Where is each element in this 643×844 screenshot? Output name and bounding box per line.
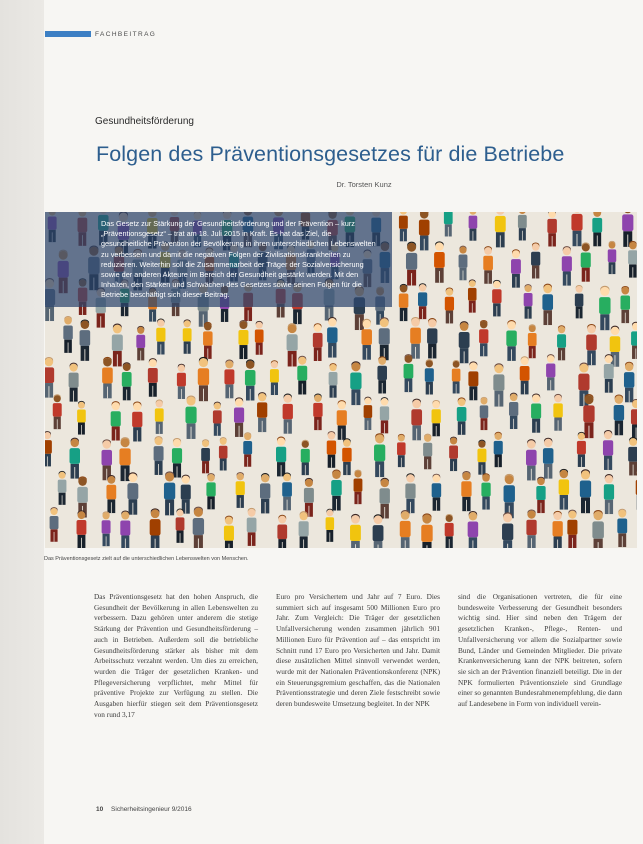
- person-figure: [148, 358, 158, 397]
- person-figure: [531, 242, 540, 278]
- person-figure: [434, 241, 445, 282]
- person-figure: [177, 364, 186, 399]
- person-figure: [583, 394, 594, 438]
- person-figure: [379, 478, 389, 519]
- person-figure: [201, 439, 210, 473]
- person-figure: [581, 242, 591, 281]
- person-figure: [313, 323, 323, 361]
- person-figure: [479, 320, 488, 356]
- body-column-2: Euro pro Versichertem und Jahr auf 7 Euro. Dies summiert sich auf insgesamt 500 Millionen Euro pro Jahr. Zum Vergleich: Die Träger der gesetzlichen Unfallversicherung wenden zusammen jährlich 901 Millionen Euro für Prävention auf – das entspricht im Schnitt rund 17 Euro pro Versicherten und Jahr. Damit diese zusätzlichen Mittel sinnvoll verwendet werden, wurde mit der Nationalen Präventionskonferenz (NPK) ein Steuerungsgremium geschaffen, das die Nationalen Präventionsstrategie und deren Ziele festschreibt sowie deren bundesweite Umsetzung begleitet. In der NPK: [276, 592, 440, 709]
- person-figure: [425, 359, 434, 394]
- page-footer: [96, 806, 192, 813]
- person-figure: [102, 511, 111, 546]
- person-figure: [354, 470, 363, 505]
- page-number: 10: [96, 806, 104, 813]
- body-column-3: sind die Organisationen vertreten, die für eine bundesweite Verbesserung der Gesundheit besonders wichtig sind. Hier sind neben den Trägern der gesetzlichen Kranken-, Pflege-, Renten- und Unfallversicherung vor allem die Sozialpartner sowie Bund, Länder und Gemeinden Mitglieder. Die private Krankenversicherung kann der NPK beitreten, sofern sie sich an der Prävention finanziell beteiligt. Die in der NPK formulierten Präventionsziele sind Grundlage einer so genannten Bundesrahmenempfehlung, die dann auf Landesebene in Form von individuell verein-: [458, 592, 622, 709]
- person-figure: [238, 320, 248, 359]
- person-figure: [518, 212, 527, 240]
- person-figure: [608, 241, 617, 274]
- person-figure: [468, 511, 479, 548]
- article-author: Dr. Torsten Kunz: [336, 180, 392, 189]
- person-figure: [154, 436, 164, 475]
- person-figure: [183, 319, 192, 353]
- person-figure: [102, 439, 112, 480]
- person-figure: [181, 475, 191, 514]
- person-figure: [461, 471, 471, 511]
- person-figure: [364, 397, 373, 430]
- person-figure: [276, 437, 286, 477]
- person-figure: [399, 284, 409, 321]
- person-figure: [380, 397, 389, 433]
- person-figure: [313, 394, 322, 431]
- person-figure: [136, 326, 145, 360]
- person-figure: [255, 321, 264, 355]
- person-figure: [397, 434, 406, 467]
- person-figure: [536, 477, 545, 513]
- page-edge: [0, 0, 44, 844]
- person-figure: [494, 432, 503, 467]
- person-figure: [399, 212, 408, 241]
- person-figure: [102, 357, 113, 398]
- person-figure: [480, 397, 489, 430]
- person-figure: [206, 473, 215, 509]
- person-figure: [69, 363, 79, 402]
- magazine-page: [44, 0, 643, 844]
- person-figure: [224, 359, 234, 398]
- person-figure: [50, 507, 59, 542]
- person-figure: [449, 437, 458, 471]
- person-figure: [557, 325, 566, 360]
- person-figure: [337, 400, 347, 440]
- person-figure: [469, 212, 478, 241]
- person-figure: [70, 438, 80, 479]
- person-figure: [511, 249, 521, 287]
- person-figure: [283, 394, 293, 434]
- section-label: FACHBEITRAG: [95, 30, 157, 38]
- person-figure: [172, 438, 182, 478]
- person-figure: [423, 434, 432, 470]
- person-figure: [617, 509, 627, 547]
- person-figure: [495, 212, 506, 247]
- person-figure: [198, 357, 209, 401]
- person-figure: [150, 508, 161, 548]
- person-figure: [304, 478, 314, 517]
- person-figure: [468, 361, 478, 400]
- journal-name: Sicherheitsingenieur 9/2016: [111, 806, 192, 813]
- person-figure: [520, 356, 530, 394]
- person-figure: [404, 354, 414, 392]
- person-figure: [327, 431, 336, 468]
- person-figure: [481, 473, 490, 509]
- person-figure: [492, 280, 501, 317]
- person-figure: [361, 319, 371, 360]
- person-figure: [111, 401, 121, 440]
- person-figure: [444, 212, 453, 236]
- person-figure: [80, 319, 91, 360]
- person-figure: [575, 285, 584, 318]
- person-figure: [509, 393, 518, 429]
- person-figure: [299, 511, 309, 548]
- hero-illustration: [45, 212, 637, 548]
- person-figure: [287, 323, 298, 366]
- person-figure: [219, 437, 228, 470]
- person-figure: [468, 279, 477, 312]
- person-figure: [577, 432, 586, 467]
- person-figure: [301, 440, 310, 475]
- person-figure: [400, 510, 411, 548]
- person-figure: [502, 512, 513, 548]
- person-figure: [567, 510, 577, 548]
- person-figure: [452, 360, 461, 393]
- person-figure: [77, 510, 87, 548]
- person-figure: [350, 514, 361, 548]
- person-figure: [603, 430, 613, 470]
- image-caption: Das Präventionsgesetz zielt auf die unterschiedlichen Lebenswelten von Menschen.: [44, 556, 249, 562]
- person-figure: [445, 287, 454, 323]
- person-figure: [405, 473, 415, 513]
- person-figure: [53, 394, 62, 429]
- person-figure: [203, 322, 212, 359]
- person-figure: [329, 363, 338, 398]
- person-figure: [155, 400, 164, 434]
- intro-text: Das Gesetz zur Stärkung der Gesundheitsförderung und der Prävention – kurz „Präventionsgesetz“ – trat am 18. Juli 2015 in Kraft. Es hat das Ziel, die gesundheitliche Prävention der Bevölkerung in ihren unterschiedlichen Lebenswelten zu verbessern und damit die negativen Folgen der Zivilisationskrankheiten zu reduzieren. Weiterhin soll die Zusammenarbeit der Träger der Sozialversicherung sowie der anderen Akteure im Bereich der Gesundheit gestärkt werden. Mit den Inhalten, den Stärken und Schwächen des Gesetzes sowie seinen Folgen für die Betriebe beschäftigt sich dieser Beitrag.: [101, 219, 376, 300]
- person-figure: [282, 472, 292, 510]
- person-figure: [58, 471, 67, 505]
- person-figure: [621, 286, 631, 323]
- person-figure: [546, 354, 555, 390]
- person-figure: [528, 324, 537, 358]
- person-figure: [628, 241, 637, 278]
- person-figure: [164, 471, 175, 515]
- person-figure: [553, 511, 563, 548]
- person-figure: [247, 508, 257, 546]
- section-tag: [45, 30, 156, 38]
- person-figure: [459, 246, 468, 281]
- person-figure: [257, 392, 267, 432]
- person-figure: [260, 473, 270, 513]
- person-figure: [127, 472, 138, 514]
- person-figure: [524, 284, 533, 319]
- person-figure: [483, 246, 493, 284]
- person-figure: [176, 509, 185, 543]
- person-figure: [592, 212, 602, 246]
- person-figure: [120, 510, 130, 548]
- person-figure: [526, 509, 536, 548]
- person-figure: [63, 316, 72, 353]
- person-figure: [45, 357, 54, 398]
- person-figure: [406, 242, 417, 286]
- person-figure: [506, 320, 516, 361]
- person-figure: [156, 319, 165, 355]
- person-figure: [379, 317, 390, 360]
- person-figure: [122, 362, 132, 400]
- person-figure: [234, 397, 244, 437]
- person-figure: [77, 401, 86, 435]
- person-figure: [457, 397, 467, 434]
- person-figure: [224, 516, 234, 548]
- person-figure: [445, 514, 454, 548]
- person-figure: [604, 354, 614, 393]
- person-figure: [132, 402, 142, 442]
- person-figure: [477, 440, 486, 475]
- person-figure: [373, 514, 384, 548]
- person-figure: [327, 317, 337, 358]
- person-figure: [592, 510, 603, 548]
- person-figure: [374, 433, 385, 477]
- person-figure: [342, 438, 351, 475]
- body-columns: [84, 592, 632, 792]
- body-column-1: Das Präventionsgesetz hat den hohen Anspruch, die Gesundheit der Bevölkerung in allen Lebenswelten zu verbessern. Dazu gehören unter anderem die stetige Stärkung der Prävention und Gesundheitsförderung – auch in Betrieben. Außerdem soll die betriebliche Gesundheitsförderung stärker als bisher mit dem Arbeitsschutz verzahnt werden. Um dies zu erreichen, wurden die Träger der gesetzlichen Kranken- und Pflegeversicherung verpflichtet, mehr Mittel für präventive Projekte zur Verfügung zu stellen. Die Ausgaben hierfür stiegen seit dem Präventionsgesetz von rund 3,17: [94, 592, 258, 719]
- person-figure: [331, 470, 342, 511]
- person-figure: [432, 474, 441, 511]
- person-figure: [418, 283, 427, 319]
- person-figure: [628, 437, 637, 475]
- person-figure: [112, 324, 123, 367]
- person-figure: [526, 439, 537, 480]
- person-figure: [543, 438, 553, 479]
- person-figure: [193, 507, 204, 548]
- person-figure: [277, 515, 287, 548]
- person-figure: [185, 396, 196, 439]
- person-figure: [559, 469, 569, 510]
- person-figure: [236, 472, 245, 508]
- article-kicker: Gesundheitsförderung: [95, 116, 194, 127]
- person-figure: [419, 212, 430, 250]
- person-figure: [410, 317, 421, 359]
- person-figure: [493, 363, 504, 406]
- person-figure: [631, 399, 637, 439]
- person-figure: [432, 400, 441, 436]
- section-color-bar: [45, 31, 91, 37]
- person-figure: [531, 393, 541, 432]
- person-figure: [45, 431, 52, 466]
- person-figure: [504, 474, 515, 518]
- person-figure: [547, 212, 557, 246]
- person-figure: [542, 284, 553, 325]
- person-figure: [459, 321, 470, 363]
- person-figure: [243, 432, 252, 467]
- person-figure: [599, 286, 610, 330]
- person-figure: [106, 475, 116, 513]
- person-figure: [553, 394, 562, 431]
- person-figure: [631, 322, 637, 359]
- person-figure: [421, 513, 432, 548]
- person-figure: [604, 474, 614, 514]
- person-figure: [326, 509, 335, 542]
- person-figure: [411, 399, 422, 441]
- person-figure: [427, 318, 437, 358]
- person-figure: [297, 356, 307, 395]
- person-figure: [580, 469, 591, 513]
- person-figure: [245, 359, 256, 400]
- person-figure: [571, 212, 582, 246]
- intro-box: [45, 212, 392, 307]
- person-figure: [562, 246, 572, 285]
- person-figure: [624, 362, 634, 403]
- person-figure: [270, 360, 279, 395]
- person-figure: [213, 402, 222, 436]
- person-figure: [586, 324, 597, 365]
- person-figure: [350, 361, 361, 405]
- person-figure: [614, 394, 624, 435]
- person-figure: [377, 356, 387, 393]
- article-title: Folgen des Präventionsgesetzes für die Betriebe: [96, 142, 565, 166]
